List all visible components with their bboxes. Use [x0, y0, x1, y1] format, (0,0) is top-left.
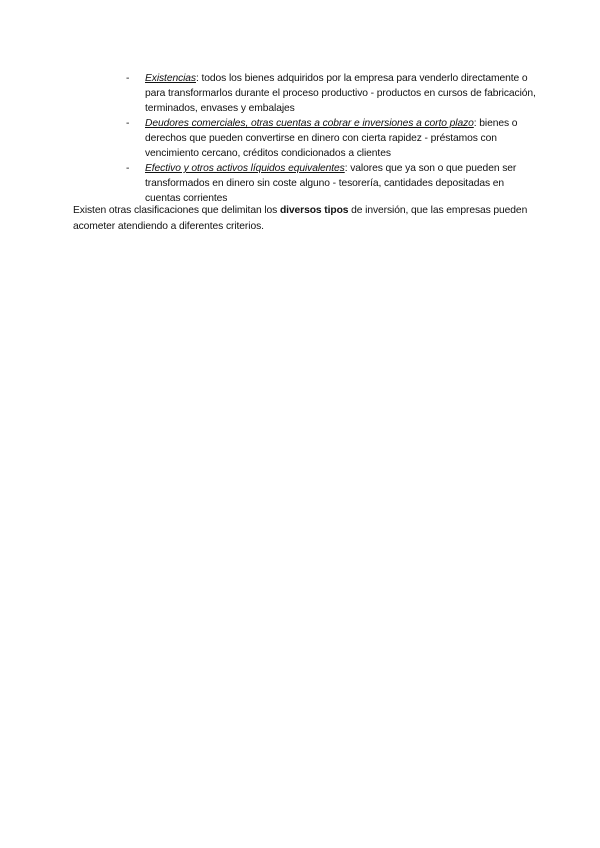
paragraph-text-before: Existen otras clasificaciones que delimitan los — [73, 205, 280, 216]
bullet-efectivo — [126, 161, 536, 206]
bullet-text: todos los bienes adquiridos por la empresa para venderlo directamente o para transformarlos durante el proceso productivo - productos en cursos de fabricación, terminados, envases y embalajes — [145, 73, 536, 114]
bullet-colon: : — [344, 163, 348, 174]
bullet-dash: - — [126, 163, 130, 174]
bullet-term: Efectivo y otros activos líquidos equivalentes — [145, 163, 345, 174]
bullet-existencias — [126, 71, 536, 116]
bullet-deudores — [126, 116, 536, 161]
bullet-dash: - — [126, 73, 130, 84]
bullet-text: valores que ya son o que pueden ser transformados en dinero sin coste alguno - tesorería, cantidades depositadas en cuentas corrientes — [145, 163, 517, 204]
body-paragraph — [73, 203, 543, 234]
bullet-colon: : — [195, 73, 199, 84]
asset-bullet-list — [126, 71, 536, 206]
bullet-term: Deudores comerciales, otras cuentas a cobrar e inversiones a corto plazo — [145, 118, 474, 129]
bullet-text: bienes o derechos que pueden convertirse en dinero con cierta rapidez - préstamos con vencimiento cercano, créditos condicionados a clientes — [145, 118, 518, 159]
paragraph-text-after: de inversión, que las empresas pueden acometer atendiendo a diferentes criterios. — [73, 205, 528, 232]
paragraph-bold-text: diversos tipos — [279, 205, 349, 216]
bullet-term: Existencias — [145, 73, 196, 84]
bullet-colon: : — [473, 118, 477, 129]
bullet-dash: - — [126, 118, 130, 129]
